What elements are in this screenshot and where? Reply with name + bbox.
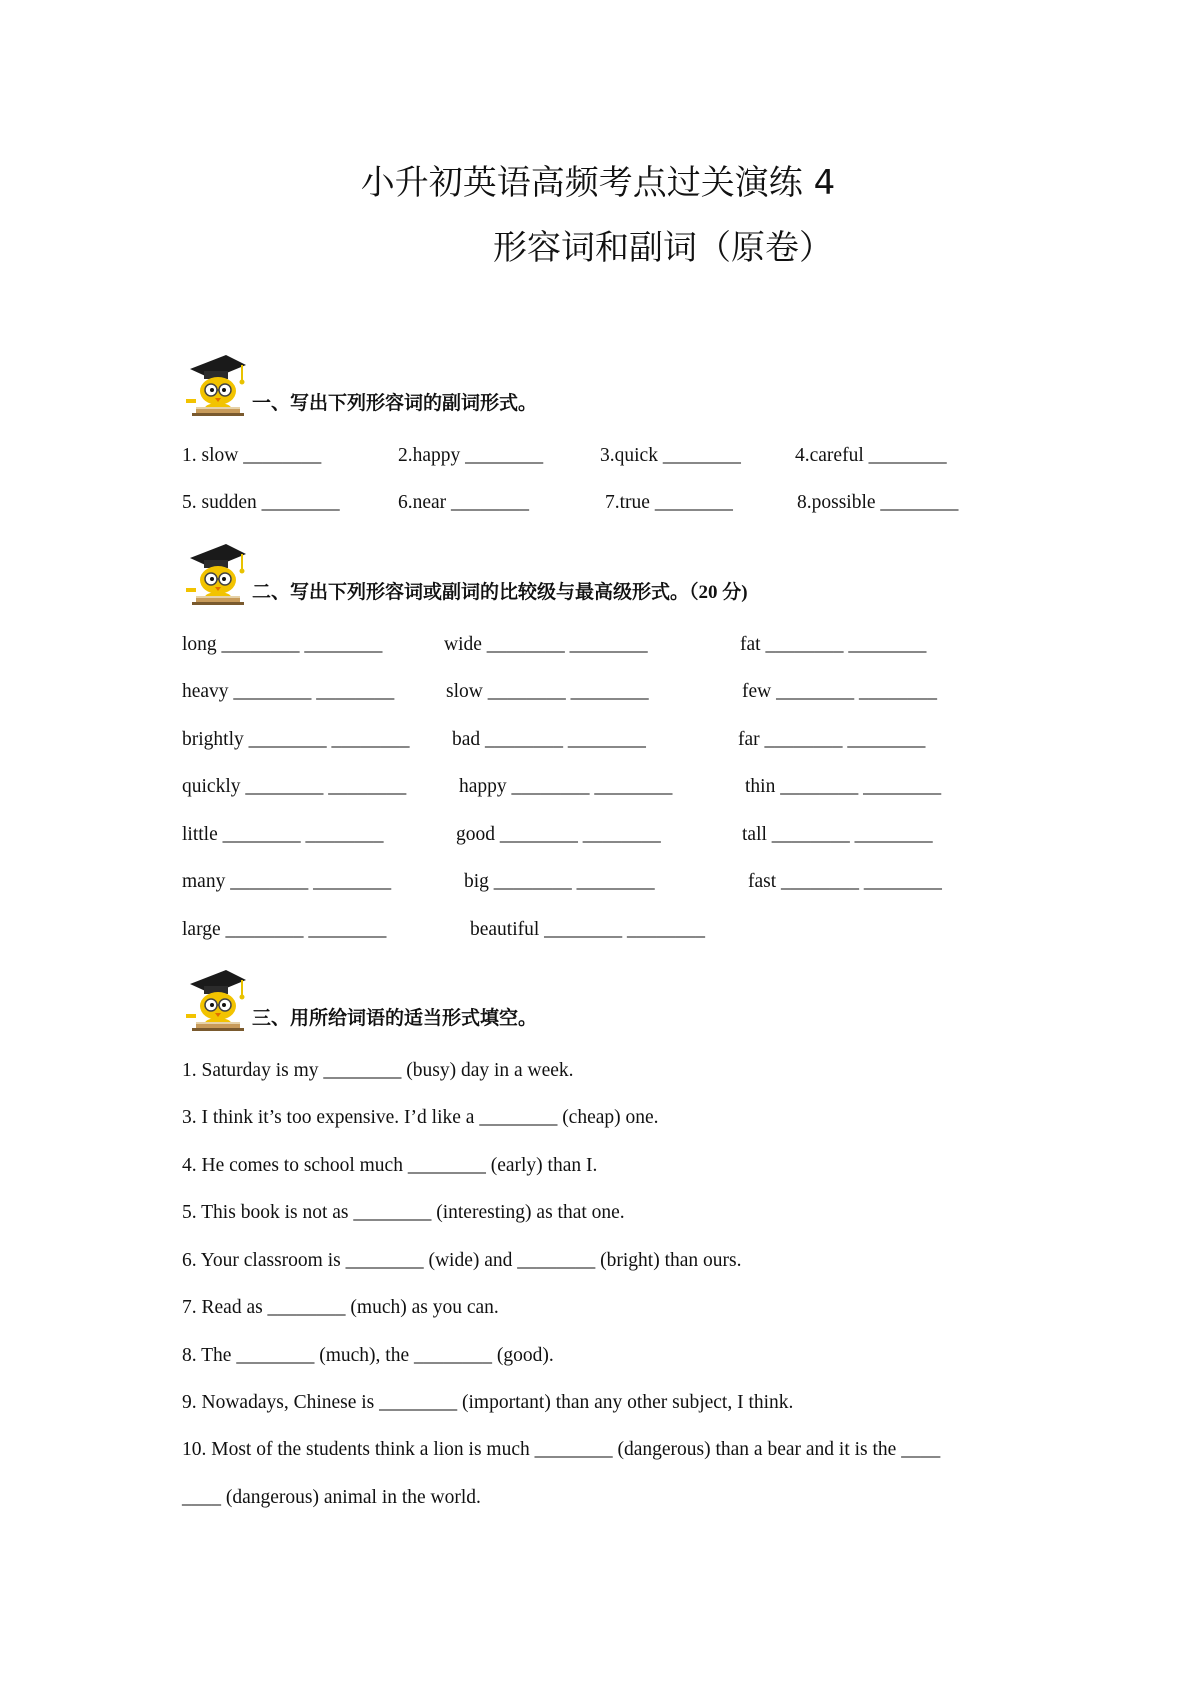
adverb-item-3: 3.quick ________ [600, 445, 741, 466]
graduate-mascot-icon [182, 962, 248, 1032]
fill-in-item: 7. Read as ________ (much) as you can. [182, 1297, 499, 1318]
comparison-item: fat ________ ________ [740, 634, 927, 655]
fill-in-item: ____ (dangerous) animal in the world. [182, 1487, 481, 1508]
comparison-item: large ________ ________ [182, 919, 387, 940]
comparison-item: slow ________ ________ [446, 681, 649, 702]
fill-in-item: 3. I think it’s too expensive. I’d like a ________ (cheap) one. [182, 1107, 659, 1128]
comparison-item: tall ________ ________ [742, 824, 933, 845]
section-2-points: （20 分) [689, 582, 748, 603]
comparison-item: bad ________ ________ [452, 729, 646, 750]
section-3-header [182, 962, 982, 1032]
fill-in-item: 6. Your classroom is ________ (wide) and ________ (bright) than ours. [182, 1250, 742, 1271]
adverb-item-7: 7.true ________ [605, 492, 733, 513]
comparison-item: long ________ ________ [182, 634, 383, 655]
section-3-heading: 三、用所给词语的适当形式填空。 [252, 1007, 538, 1029]
comparison-item: big ________ ________ [464, 871, 655, 892]
graduate-mascot-icon [182, 536, 248, 606]
comparison-item: thin ________ ________ [745, 776, 942, 797]
adverb-item-1: 1. slow ________ [182, 445, 322, 466]
comparison-item: fast ________ ________ [748, 871, 942, 892]
comparison-item: far ________ ________ [738, 729, 926, 750]
section-1-header [182, 347, 982, 417]
section-1-heading: 一、写出下列形容词的副词形式。 [252, 392, 538, 414]
comparison-item: happy ________ ________ [459, 776, 673, 797]
section-2-heading [252, 577, 748, 604]
comparison-item: heavy ________ ________ [182, 681, 395, 702]
comparison-item: brightly ________ ________ [182, 729, 410, 750]
fill-in-item: 10. Most of the students think a lion is much ________ (dangerous) than a bear and it is the ____ [182, 1439, 941, 1460]
fill-in-item: 8. The ________ (much), the ________ (good). [182, 1345, 554, 1366]
fill-in-item: 4. He comes to school much ________ (early) than I. [182, 1155, 598, 1176]
comparison-item: good ________ ________ [456, 824, 661, 845]
adverb-item-2: 2.happy ________ [398, 445, 544, 466]
section-2-header [182, 536, 982, 606]
comparison-item: wide ________ ________ [444, 634, 648, 655]
comparison-item: beautiful ________ ________ [470, 919, 706, 940]
graduate-mascot-icon [182, 347, 248, 417]
fill-in-item: 9. Nowadays, Chinese is ________ (important) than any other subject, I think. [182, 1392, 794, 1413]
fill-in-item: 1. Saturday is my ________ (busy) day in a week. [182, 1060, 574, 1081]
page-subtitle: 形容词和副词（原卷） [493, 228, 833, 268]
adverb-item-5: 5. sudden ________ [182, 492, 340, 513]
comparison-item: many ________ ________ [182, 871, 392, 892]
adverb-item-8: 8.possible ________ [797, 492, 959, 513]
page-title: 小升初英语高频考点过关演练 4 [360, 163, 836, 203]
adverb-item-6: 6.near ________ [398, 492, 530, 513]
comparison-item: few ________ ________ [742, 681, 937, 702]
comparison-item: quickly ________ ________ [182, 776, 407, 797]
adverb-item-4: 4.careful ________ [795, 445, 947, 466]
section-2-heading-text: 二、写出下列形容词或副词的比较级与最高级形式。 [252, 581, 690, 603]
fill-in-item: 5. This book is not as ________ (interesting) as that one. [182, 1202, 625, 1223]
comparison-item: little ________ ________ [182, 824, 384, 845]
